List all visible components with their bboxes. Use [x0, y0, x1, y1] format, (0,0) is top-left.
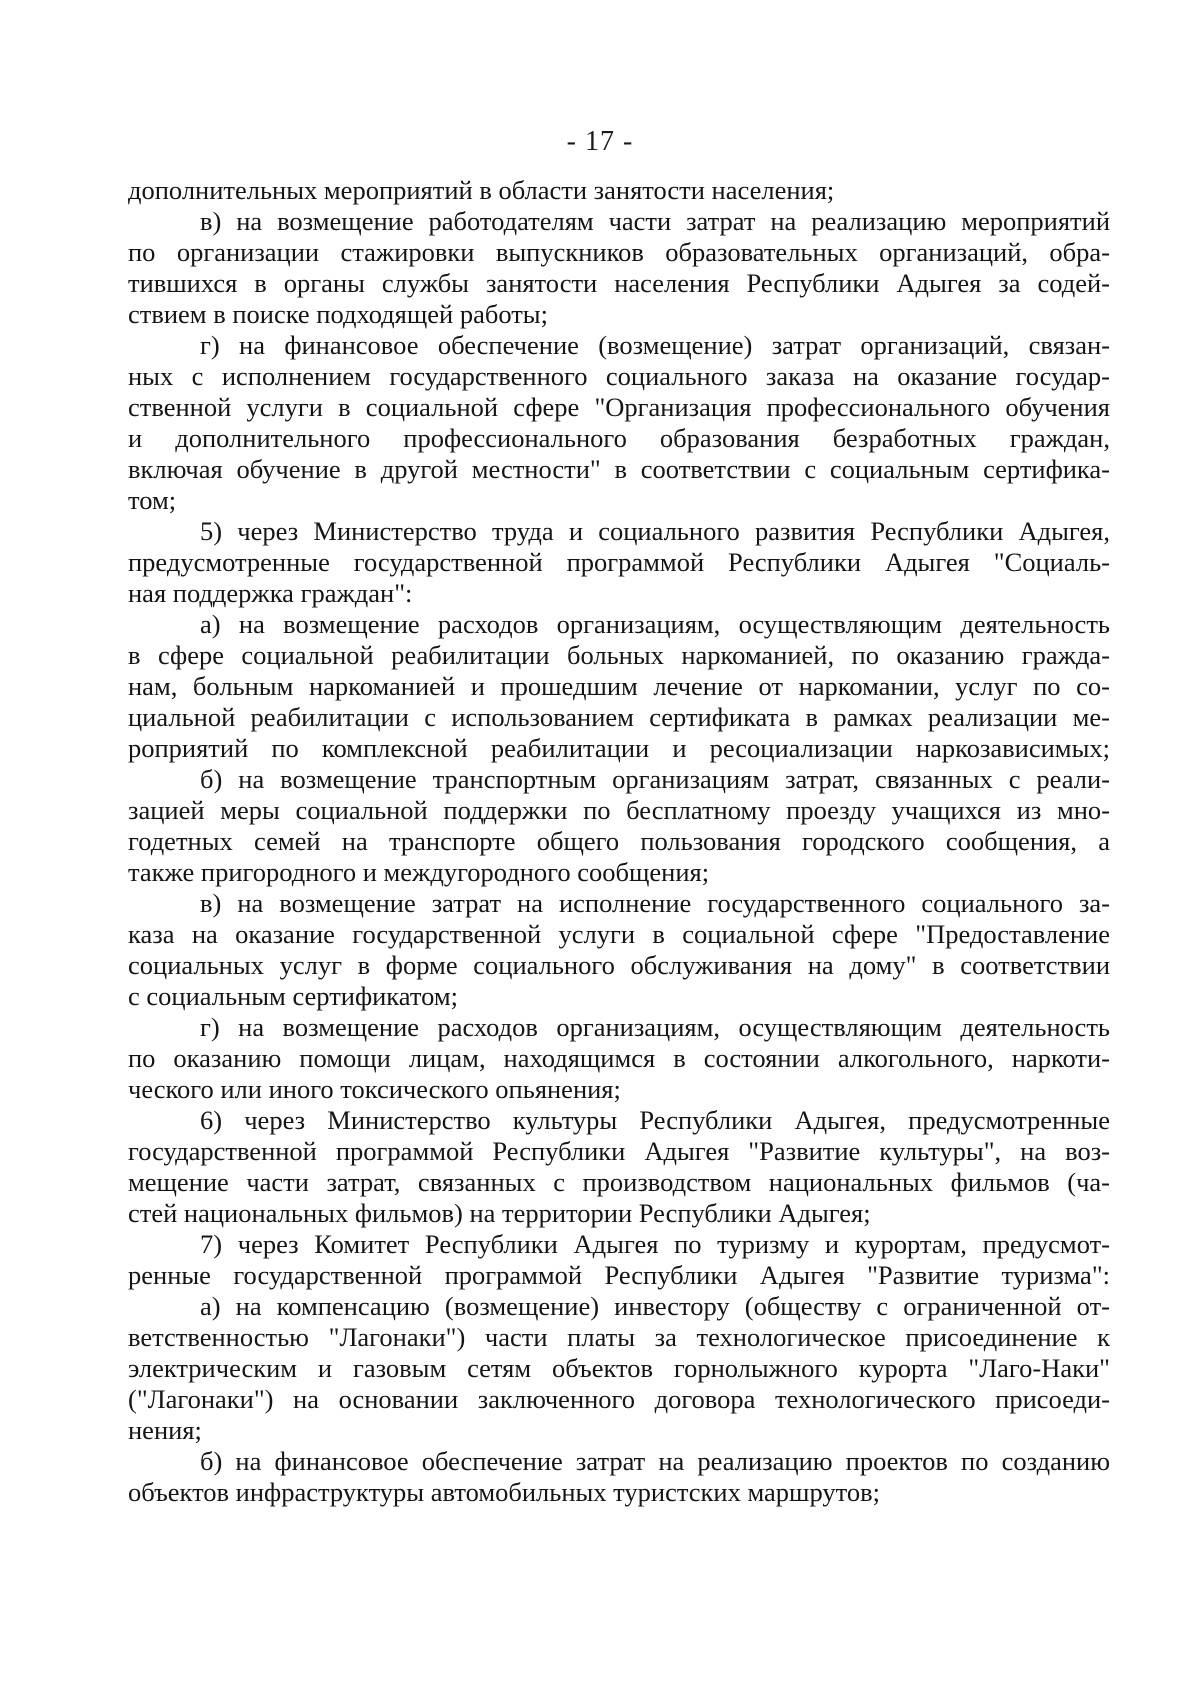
text-line: объектов инфраструктуры автомобильных туристских маршрутов;: [128, 1477, 880, 1507]
text-line: циальной реабилитации с использованием сертификата в рамках реализации ме-: [128, 702, 1110, 732]
text-line: ственной услуги в социальной сфере "Организация профессионального обучения: [128, 392, 1110, 422]
text-line: зацией меры социальной поддержки по бесплатному проезду учащихся из мно-: [128, 795, 1110, 825]
text-line: в) на возмещение работодателям части затрат на реализацию мероприятий: [200, 206, 1110, 236]
text-line: с социальным сертификатом;: [128, 981, 458, 1011]
text-line: а) на компенсацию (возмещение) инвестору (обществу с ограниченной от-: [200, 1291, 1110, 1321]
text-line: в сфере социальной реабилитации больных наркоманией, по оказанию гражда-: [128, 640, 1110, 670]
text-line: каза на оказание государственной услуги в социальной сфере "Предоставление: [128, 919, 1110, 949]
text-line: по организации стажировки выпускников образовательных организаций, обра-: [128, 237, 1110, 267]
text-line: 5) через Министерство труда и социального развития Республики Адыгея,: [200, 516, 1110, 546]
text-line: ренные государственной программой Республики Адыгея "Развитие туризма":: [128, 1260, 1110, 1290]
text-line: а) на возмещение расходов организациям, осуществляющим деятельность: [200, 609, 1110, 639]
text-line: 6) через Министерство культуры Республики Адыгея, предусмотренные: [200, 1105, 1110, 1135]
text-line: ческого или иного токсического опьянения;: [128, 1074, 621, 1104]
text-line: по оказанию помощи лицам, находящимся в состоянии алкогольного, наркоти-: [128, 1043, 1110, 1073]
text-line: ных с исполнением государственного социального заказа на оказание государ-: [128, 361, 1110, 391]
text-line: б) на финансовое обеспечение затрат на реализацию проектов по созданию: [200, 1446, 1110, 1476]
text-line: в) на возмещение затрат на исполнение государственного социального за-: [200, 888, 1110, 918]
text-line: включая обучение в другой местности" в соответствии с социальным сертифика-: [128, 454, 1110, 484]
text-line: 7) через Комитет Республики Адыгея по туризму и курортам, предусмот-: [200, 1229, 1110, 1259]
text-line: том;: [128, 485, 177, 515]
text-line: г) на финансовое обеспечение (возмещение) затрат организаций, связан-: [200, 330, 1110, 360]
text-line: ствием в поиске подходящей работы;: [128, 299, 548, 329]
page-number: - 17 -: [566, 126, 634, 157]
text-line: дополнительных мероприятий в области занятости населения;: [128, 175, 835, 205]
text-line: ("Лагонаки") на основании заключенного договора технологического присоеди-: [128, 1384, 1110, 1414]
text-line: и дополнительного профессионального образования безработных граждан,: [128, 423, 1110, 453]
text-line: ветственностью "Лагонаки") части платы за технологическое присоединение к: [128, 1322, 1110, 1352]
text-line: государственной программой Республики Адыгея "Развитие культуры", на воз-: [128, 1136, 1110, 1166]
text-line: б) на возмещение транспортным организациям затрат, связанных с реали-: [200, 764, 1110, 794]
text-line: стей национальных фильмов) на территории Республики Адыгея;: [128, 1198, 871, 1228]
text-line: роприятий по комплексной реабилитации и ресоциализации наркозависимых;: [128, 733, 1110, 763]
text-line: нения;: [128, 1415, 202, 1445]
text-line: годетных семей на транспорте общего пользования городского сообщения, а: [128, 826, 1110, 856]
text-line: ная поддержка граждан":: [128, 578, 413, 608]
text-line: тившихся в органы службы занятости населения Республики Адыгея за содей-: [128, 268, 1110, 298]
text-line: мещение части затрат, связанных с производством национальных фильмов (ча-: [128, 1167, 1110, 1197]
text-line: также пригородного и междугородного сообщения;: [128, 857, 710, 887]
text-line: г) на возмещение расходов организациям, осуществляющим деятельность: [200, 1012, 1110, 1042]
text-line: предусмотренные государственной программой Республики Адыгея "Социаль-: [128, 547, 1110, 577]
text-line: социальных услуг в форме социального обслуживания на дому" в соответствии: [128, 950, 1110, 980]
text-line: нам, больным наркоманией и прошедшим лечение от наркомании, услуг по со-: [128, 671, 1110, 701]
document-body: [128, 175, 1110, 1508]
text-line: электрическим и газовым сетям объектов горнолыжного курорта "Лаго-Наки": [128, 1353, 1110, 1383]
